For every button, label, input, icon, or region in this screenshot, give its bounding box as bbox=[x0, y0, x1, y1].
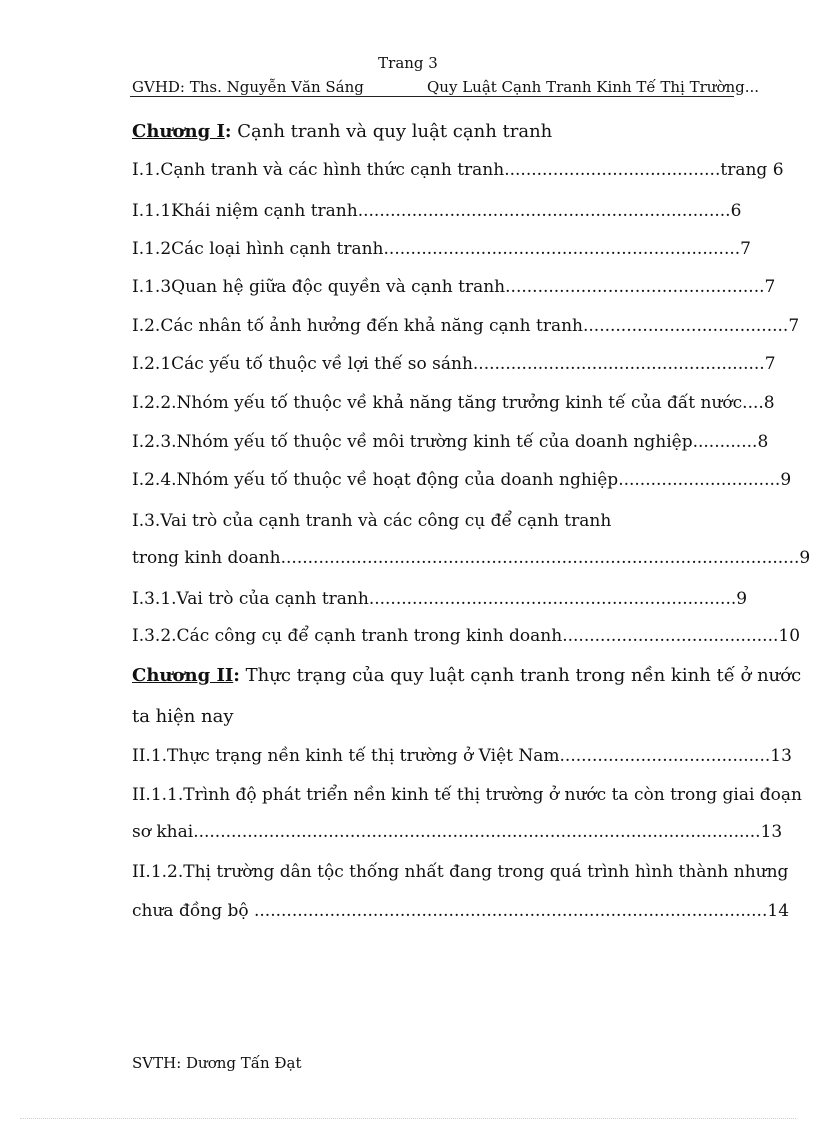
toc-entry[interactable] bbox=[132, 238, 751, 260]
toc-entry-text: chưa đồng bộ bbox=[132, 901, 254, 921]
chapter-1-title: Cạnh tranh và quy luật cạnh tranh bbox=[231, 121, 553, 142]
page-edge-divider bbox=[20, 1118, 796, 1119]
toc-entry-page: 13 bbox=[770, 746, 792, 766]
toc-entry-text: I.2.Các nhân tố ảnh hưởng đến khả năng cạnh tranh bbox=[132, 316, 583, 336]
toc-entry-text: trong kinh doanh bbox=[132, 548, 281, 568]
toc-entry-leader: .................................................................... bbox=[368, 589, 737, 609]
toc-entry-text: I.1.1Khái niệm cạnh tranh bbox=[132, 201, 358, 221]
toc-entry-text: I.2.2.Nhóm yếu tố thuộc về khả năng tăng trưởng kinh tế của đất nước bbox=[132, 393, 743, 413]
toc-entry-page: 8 bbox=[763, 393, 775, 413]
toc-entry-text: I.2.3.Nhóm yếu tố thuộc về môi trường kinh tế của doanh nghiệp bbox=[132, 432, 693, 452]
toc-entry-leader: ............ bbox=[692, 432, 758, 452]
toc-entry-page: 9 bbox=[799, 548, 811, 568]
toc-entry-text: I.1.Cạnh tranh và các hình thức cạnh tranh bbox=[132, 160, 505, 180]
toc-entry-text: I.2.1Các yếu tố thuộc về lợi thế so sánh bbox=[132, 354, 473, 374]
toc-entry-line1[interactable]: I.3.Vai trò của cạnh tranh và các công cụ để cạnh tranh bbox=[132, 511, 612, 531]
toc-entry-leader: ....................................... bbox=[559, 746, 771, 766]
toc-entry-page: 14 bbox=[767, 901, 790, 921]
toc-entry-leader: ........................................ bbox=[504, 160, 721, 180]
toc-entry-leader: ......................................................................................................... bbox=[193, 822, 761, 842]
toc-entry-page: 9 bbox=[780, 470, 792, 490]
chapter-2-colon: : bbox=[233, 665, 240, 686]
toc-entry-text: I.3.1.Vai trò của cạnh tranh bbox=[132, 589, 369, 609]
footer-student: SVTH: Dương Tấn Đạt bbox=[132, 1054, 302, 1072]
toc-entry-text: II.1.Thực trạng nền kinh tế thị trường ở Việt Nam bbox=[132, 746, 560, 766]
toc-entry-page: 9 bbox=[736, 589, 748, 609]
toc-entry-line1[interactable]: II.1.2.Thị trường dân tộc thống nhất đang trong quá trình hình thành nhưng bbox=[132, 862, 789, 882]
toc-entry-leader: .................................................................. bbox=[383, 239, 741, 259]
chapter-1-heading bbox=[132, 121, 552, 143]
toc-entry[interactable] bbox=[132, 200, 741, 222]
toc-entry-leader: .............................. bbox=[618, 470, 781, 490]
toc-entry-page: 6 bbox=[730, 201, 742, 221]
toc-entry-page: 7 bbox=[740, 239, 751, 259]
toc-entry-leader: ................................................ bbox=[505, 277, 765, 297]
header-document-title: Quy Luật Cạnh Tranh Kinh Tế Thị Trường... bbox=[427, 78, 760, 96]
toc-entry-text: sơ khai bbox=[132, 822, 194, 842]
toc-entry[interactable] bbox=[132, 588, 747, 610]
header-supervisor: GVHD: Ths. Nguyễn Văn Sáng bbox=[132, 78, 364, 96]
toc-entry-leader: ...................................................... bbox=[472, 354, 765, 374]
toc-entry-leader: ................................................................................................ bbox=[280, 548, 800, 568]
toc-entry-page: 13 bbox=[760, 822, 783, 842]
chapter-2-title: Thực trạng của quy luật cạnh tranh trong nền kinh tế ở nước bbox=[239, 665, 802, 686]
toc-entry-text: I.1.2Các loại hình cạnh tranh bbox=[132, 239, 384, 259]
toc-entry-page: 8 bbox=[757, 432, 769, 452]
toc-entry[interactable] bbox=[132, 315, 799, 337]
toc-entry[interactable] bbox=[132, 392, 775, 414]
toc-entry[interactable] bbox=[132, 353, 776, 375]
header-divider bbox=[130, 96, 734, 97]
toc-entry-text: I.1.3Quan hệ giữa độc quyền và cạnh tranh bbox=[132, 277, 506, 297]
toc-entry-leader: .... bbox=[742, 393, 764, 413]
toc-entry-line1[interactable]: II.1.1.Trình độ phát triển nền kinh tế thị trường ở nước ta còn trong giai đoạn bbox=[132, 785, 802, 805]
toc-entry[interactable] bbox=[132, 547, 810, 569]
toc-entry[interactable] bbox=[132, 821, 782, 843]
toc-entry[interactable] bbox=[132, 900, 789, 922]
chapter-2-label: Chương II bbox=[132, 665, 234, 686]
toc-entry[interactable] bbox=[132, 625, 800, 647]
toc-entry-leader: ...................................... bbox=[582, 316, 789, 336]
toc-entry[interactable] bbox=[132, 469, 791, 491]
toc-entry-page: 7 bbox=[788, 316, 800, 336]
toc-entry-leader: ........................................ bbox=[562, 626, 779, 646]
page-number: Trang 3 bbox=[378, 54, 438, 72]
toc-entry-page: trang 6 bbox=[720, 160, 784, 180]
chapter-1-colon: : bbox=[224, 121, 232, 142]
toc-entry-text: I.3.2.Các công cụ để cạnh tranh trong kinh doanh bbox=[132, 626, 563, 646]
chapter-2-title-continued: ta hiện nay bbox=[132, 706, 234, 727]
toc-entry-leader: ..................................................................... bbox=[357, 201, 731, 221]
toc-entry-page: 10 bbox=[778, 626, 801, 646]
toc-entry-page: 7 bbox=[764, 277, 776, 297]
toc-entry-page: 7 bbox=[764, 354, 776, 374]
toc-entry[interactable] bbox=[132, 431, 768, 453]
toc-entry[interactable] bbox=[132, 745, 792, 767]
toc-entry-leader: ............................................................................................... bbox=[254, 901, 768, 921]
chapter-1-label: Chương I bbox=[132, 121, 225, 142]
toc-entry[interactable] bbox=[132, 276, 775, 298]
chapter-2-heading bbox=[132, 665, 801, 687]
toc-entry-text: I.2.4.Nhóm yếu tố thuộc về hoạt động của doanh nghiệp bbox=[132, 470, 619, 490]
toc-entry[interactable] bbox=[132, 159, 784, 181]
